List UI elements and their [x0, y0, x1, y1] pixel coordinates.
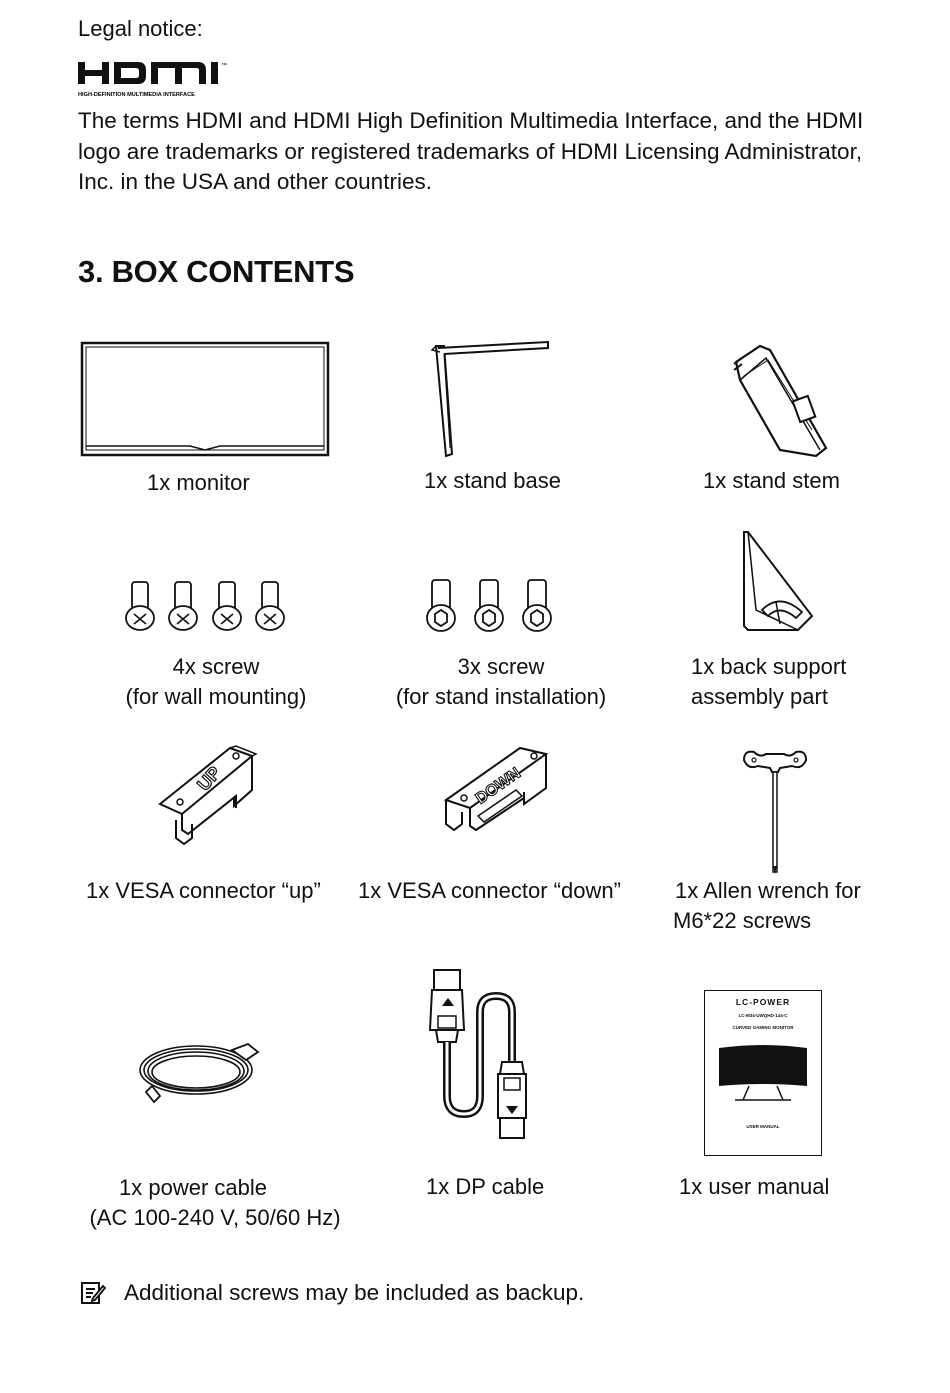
caption-vesa-up: 1x VESA connector “up” — [86, 878, 321, 903]
caption-back-support: 1x back support assembly part — [691, 654, 847, 709]
stand-stem-icon — [730, 340, 830, 460]
vesa-down-icon — [440, 742, 554, 846]
caption-stand-stem: 1x stand stem — [703, 468, 840, 493]
hdmi-logo — [78, 58, 248, 100]
caption-wall-screws: 4x screw (for wall mounting) — [125, 654, 307, 709]
user-manual-icon — [704, 990, 822, 1156]
note-text: Additional screws may be included as backup. — [124, 1280, 585, 1305]
caption-power-cable: 1x power cable (AC 100-240 V, 50/60 Hz) — [89, 1175, 341, 1230]
legal-notice-text: The terms HDMI and HDMI High Definition Multimedia Interface, and the HDMI logo are trademarks or registered trademarks of HDMI Licensing Administrator, Inc. in the USA and other countries. — [78, 108, 864, 194]
allen-wrench-icon — [740, 748, 810, 876]
monitor-icon — [80, 340, 332, 460]
caption-vesa-down: 1x VESA connector “down” — [358, 878, 621, 903]
manual-footer: USER MANUAL — [746, 1124, 780, 1129]
power-cable-icon — [134, 1030, 266, 1106]
section-title: 3. BOX CONTENTS — [78, 254, 355, 289]
manual-brand: LC-POWER — [735, 997, 791, 1007]
note-icon — [80, 1280, 106, 1306]
backup-note — [80, 1280, 584, 1306]
stand-base-icon — [430, 338, 554, 462]
caption-stand-base: 1x stand base — [424, 468, 561, 493]
manual-monitor-image — [715, 1044, 811, 1104]
manual-model: LC-M34-UWQHD-144-C — [738, 1013, 788, 1018]
caption-allen-wrench: 1x Allen wrench for M6*22 screws — [673, 878, 861, 933]
stand-screws-icon — [424, 576, 560, 634]
svg-text:™: ™ — [221, 63, 227, 69]
manual-subtitle: CURVED GAMING MONITOR — [732, 1025, 794, 1030]
caption-user-manual: 1x user manual — [679, 1174, 830, 1199]
caption-stand-screws: 3x screw (for stand installation) — [395, 654, 607, 709]
vesa-up-icon — [156, 742, 260, 850]
dp-cable-icon — [416, 966, 528, 1146]
svg-text:DOWN: DOWN — [472, 764, 525, 808]
back-support-icon — [740, 530, 816, 634]
caption-monitor: 1x monitor — [147, 470, 250, 495]
caption-dp-cable: 1x DP cable — [426, 1174, 545, 1199]
wall-screws-icon — [124, 578, 294, 634]
legal-notice-title: Legal notice: — [78, 16, 203, 41]
svg-text:HIGH-DEFINITION MULTIMEDIA INT: HIGH-DEFINITION MULTIMEDIA INTERFACE — [78, 92, 195, 98]
svg-text:UP: UP — [193, 762, 225, 795]
